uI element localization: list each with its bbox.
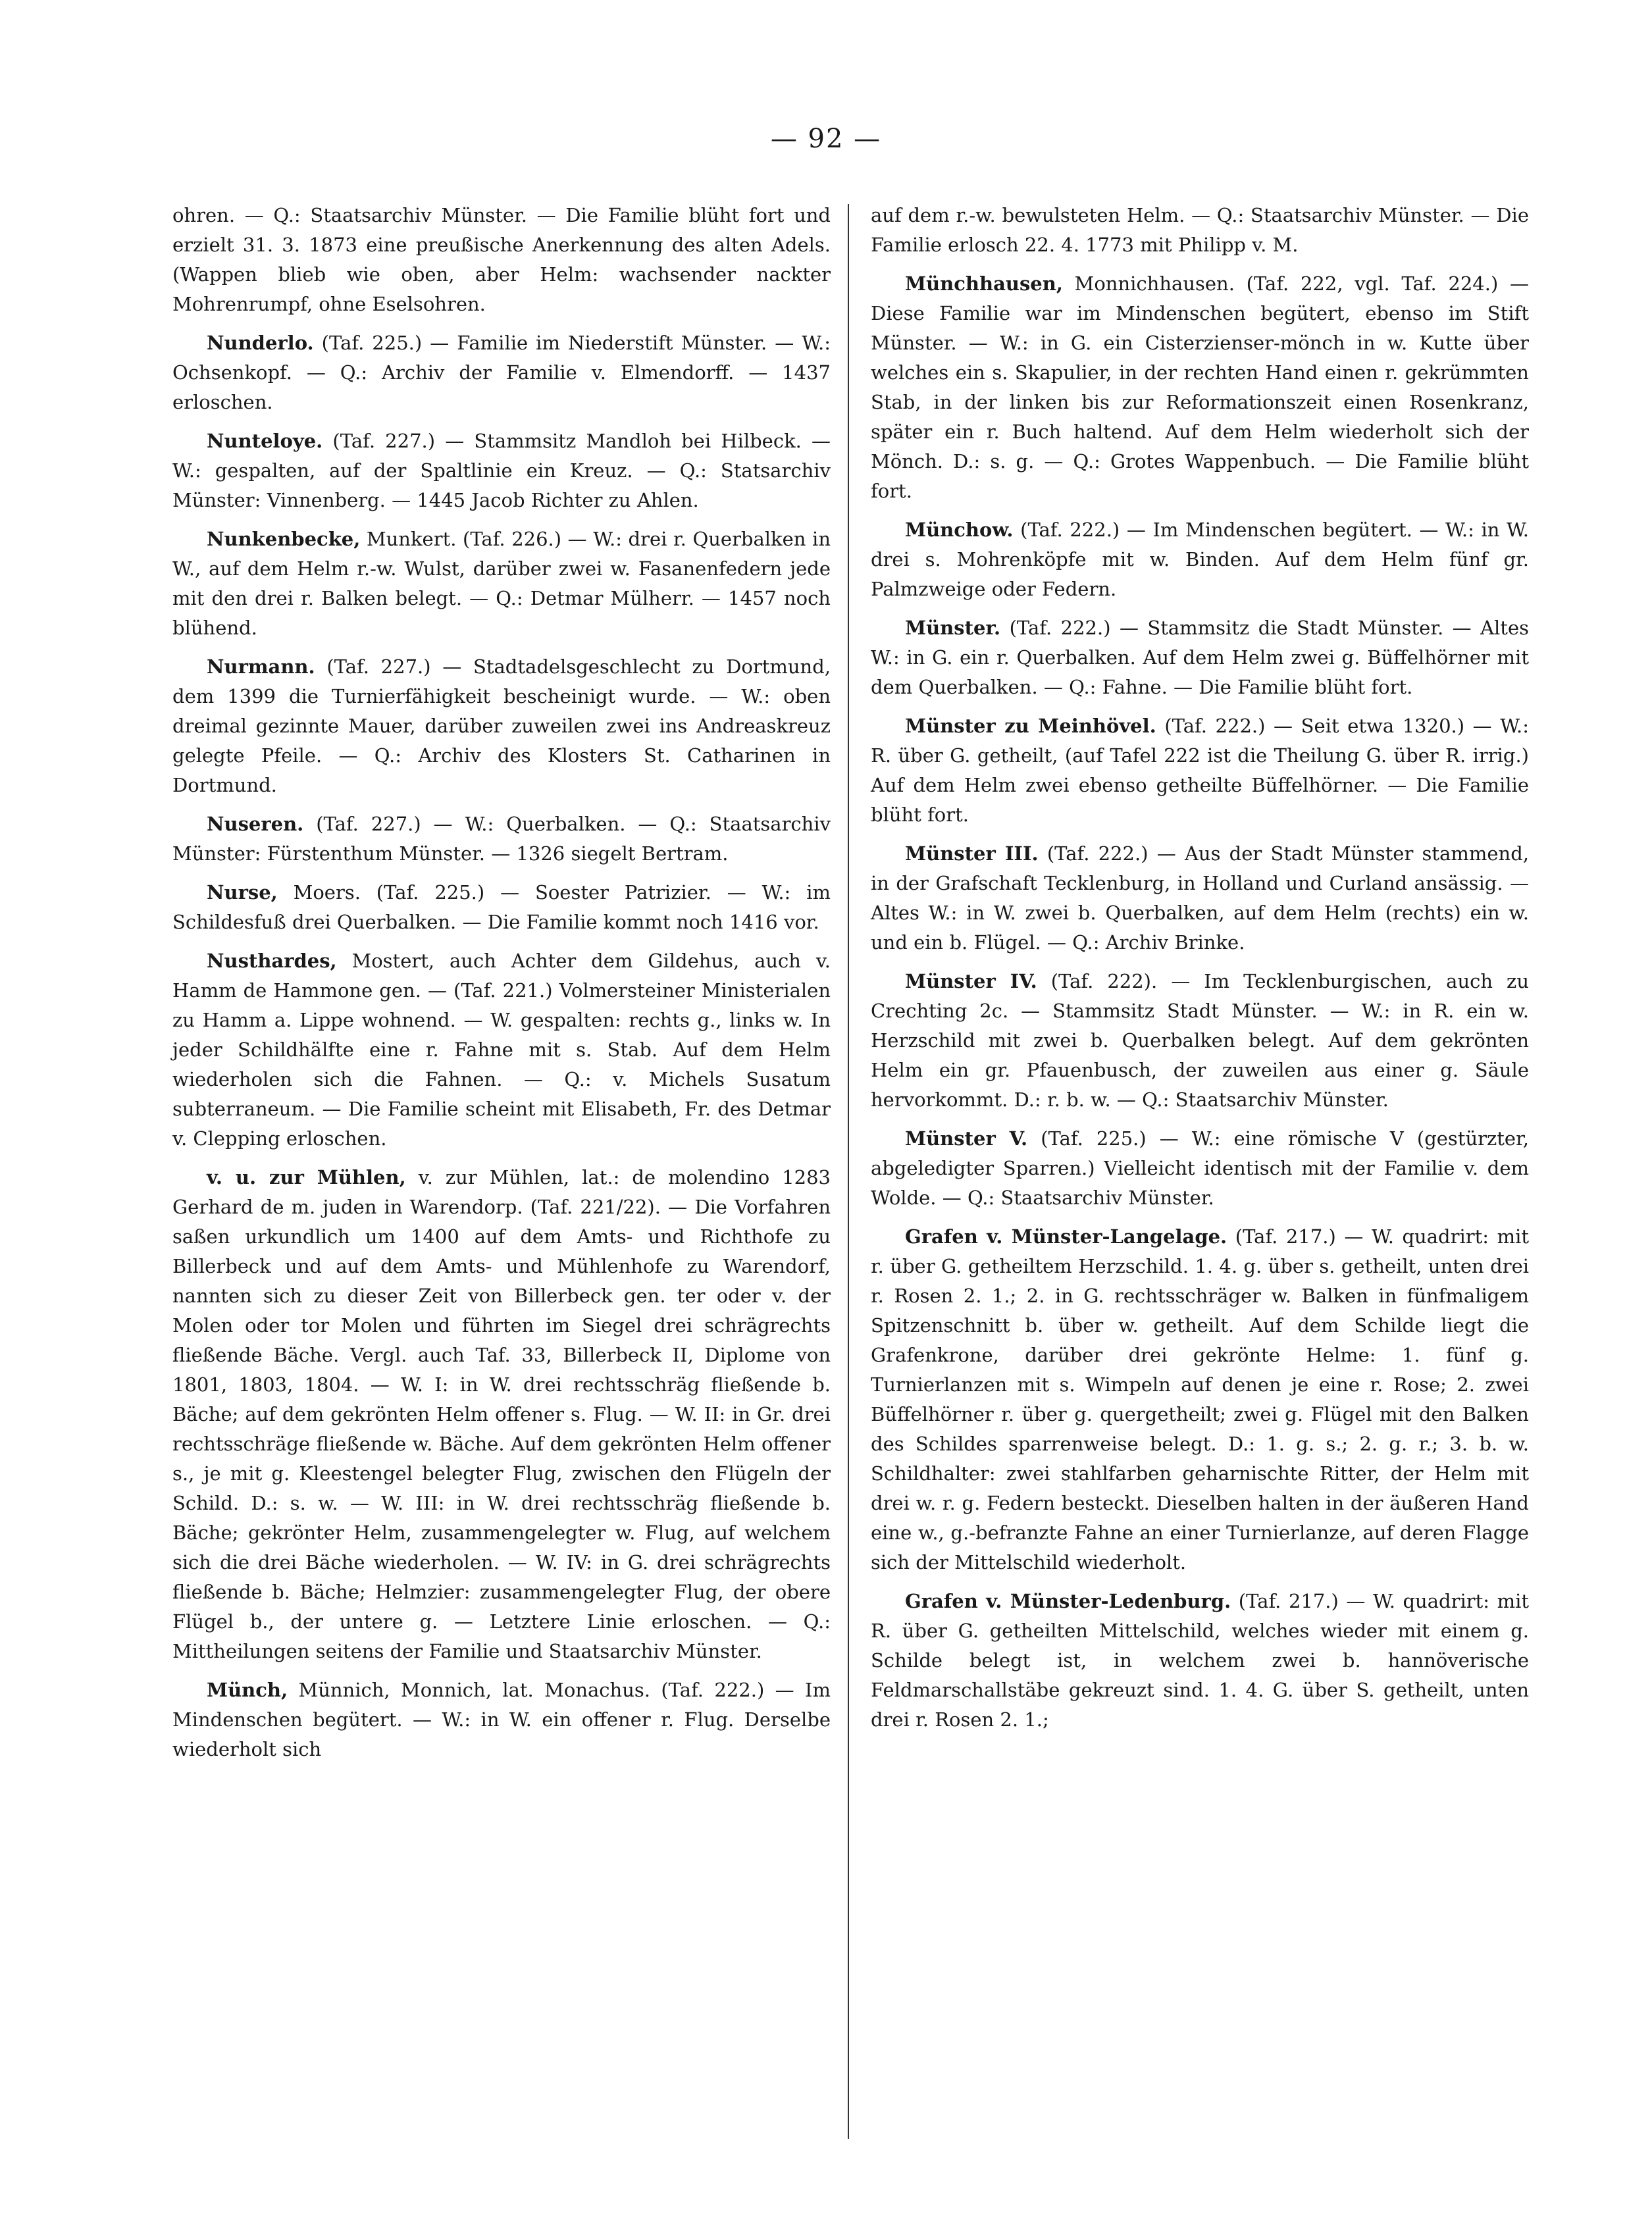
entry	[172, 809, 831, 869]
entry-text: v. zur Mühlen, lat.: de molendino 1283 Gerhard de m. juden in Warendorp. (Taf. 221/22). — Die Vorfahren saßen urkundlich um 1400 auf dem Amts- und Richthofe zu Billerbeck und auf dem Amts- und Mühlenhofe zu Warendorf, nannten sich zu dieser Zeit von Billerbeck gen. ter oder v. der Molen oder tor Molen und führten im Siegel drei schrägrechts fließende Bäche. Vergl. auch Taf. 33, Billerbeck II, Diplome von 1801, 1803, 1804. — W. I: in W. drei rechtsschräg fließende b. Bäche; auf dem gekrönten Helm offener s. Flug. — W. II: in Gr. drei rechtsschräge fließende w. Bäche. Auf dem gekrönten Helm offener s., je mit g. Kleestengel belegter Flug, zwischen den Flügeln der Schild. D.: s. w. — W. III: in W. drei rechtsschräg fließende b. Bäche; gekrönter Helm, zusammengelegter w. Flug, auf welchem sich die drei Bäche wiederholen. — W. IV: in G. drei schrägrechts fließende b. Bäche; Helmzier: zusammengelegter Flug, der obere Flügel b., der untere g. — Letztere Linie erloschen. — Q.: Mittheilungen seitens der Familie und Staatsarchiv Münster.	[172, 1166, 831, 1662]
entry-text: (Taf. 222). — Im Tecklenburgischen, auch zu Crechting 2c. — Stammsitz Stadt Münster. — W.: in R. ein w. Herzschild mit zwei b. Querbalken belegt. Auf dem gekrönten Helm ein gr. Pfauenbusch, der zuweilen aus einer g. Säule hervorkommt. D.: r. b. w. — Q.: Staatsarchiv Münster.	[871, 970, 1530, 1111]
entry-text: Münnich, Monnich, lat. Monachus. (Taf. 222.) — Im Mindenschen begütert. — W.: in W. ein offener r. Flug. Derselbe wiederholt sich	[172, 1679, 831, 1760]
entry	[871, 1124, 1529, 1213]
entry-heading: Münster III.	[905, 842, 1039, 865]
entry-text: (Taf. 225.) — W.: eine römische V (gestürzter, abgeledigter Sparren.) Vielleicht identisch mit der Familie v. dem Wolde. — Q.: Staatsarchiv Münster.	[871, 1127, 1529, 1209]
entry-text: (Taf. 222.) — Aus der Stadt Münster stammend, in der Grafschaft Tecklenburg, in Holland und Curland ansässig. — Altes W.: in W. zwei b. Querbalken, auf dem Helm (rechts) ein w. und ein b. Flügel. — Q.: Archiv Brinke.	[871, 842, 1529, 954]
entry-heading: Nunderlo.	[207, 332, 314, 354]
entry	[172, 652, 831, 800]
entry-heading: Münchow.	[905, 519, 1014, 541]
entry	[871, 515, 1529, 604]
entry	[172, 426, 831, 515]
entry-text: Munkert. (Taf. 226.) — W.: drei r. Querbalken in W., auf dem Helm r.-w. Wulst, darüber zwei w. Fasanenfedern jede mit den drei r. Balken belegt. — Q.: Detmar Mülherr. — 1457 noch blühend.	[172, 528, 831, 639]
entry-text: (Taf. 222.) — Seit etwa 1320.) — W.: R. über G. getheilt, (auf Tafel 222 ist die Theilung G. über R. irrig.) Auf dem Helm zwei ebenso getheilte Büffelhörner. — Die Familie blüht fort.	[871, 715, 1529, 826]
entry-heading: Münster.	[905, 617, 1001, 639]
entry	[172, 201, 831, 319]
entry-heading: Nunteloye.	[207, 430, 323, 452]
left-column	[172, 201, 831, 1774]
entry-text: Moers. (Taf. 225.) — Soester Patrizier. — W.: im Schildesfuß drei Querbalken. — Die Familie kommt noch 1416 vor.	[172, 881, 831, 933]
entry-heading: Münster zu Meinhövel.	[905, 715, 1156, 737]
entry	[172, 1163, 831, 1666]
entry-heading: Münchhausen,	[905, 272, 1063, 295]
entry	[871, 1587, 1529, 1735]
entry	[871, 269, 1529, 506]
entry	[172, 524, 831, 643]
entry-heading: v. u. zur Mühlen,	[207, 1166, 406, 1189]
entry	[871, 967, 1529, 1115]
entry-text: (Taf. 225.) — Familie im Niederstift Münster. — W.: Ochsenkopf. — Q.: Archiv der Familie v. Elmendorff. — 1437 erloschen.	[172, 332, 831, 413]
entry-text: (Taf. 222.) — Im Mindenschen begütert. — W.: in W. drei s. Mohrenköpfe mit w. Binden. Auf dem Helm fünf gr. Palmzweige oder Federn.	[871, 519, 1529, 600]
entry-text: (Taf. 217.) — W. quadrirt: mit r. über G. getheiltem Herzschild. 1. 4. g. über s. getheilt, unten drei r. Rosen 2. 1.; 2. in G. rechtsschräger w. Balken in fünfmaligem Spitzenschnitt b. über w. getheilt. Auf dem Schilde liegt die Grafenkrone, darüber drei gekrönte Helme: 1. fünf g. Turnierlanzen mit s. Wimpeln auf denen je eine r. Rose; 2. zwei Büffelhörner r. über g. quergetheilt; zwei g. Flügel mit den Balken des Schildes sparrenweise belegt. D.: 1. g. s.; 2. g. r.; 3. b. w. Schildhalter: zwei stahlfarben geharnischte Ritter, der Helm mit drei w. r. g. Federn besteckt. Dieselben halten in der äußeren Hand eine w., g.-befranzte Fahne an einer Turnierlanze, auf deren Flagge sich der Mittelschild wiederholt.	[871, 1225, 1530, 1573]
entry-text: Monnichhausen. (Taf. 222, vgl. Taf. 224.) — Diese Familie war im Mindenschen begütert, ebenso im Stift Münster. — W.: in G. ein Cisterzienser-mönch in w. Kutte über welches ein s. Skapulier, in der rechten Hand einen r. gekrümmten Stab, in der linken bis zur Reformationszeit einen Rosenkranz, später ein r. Buch haltend. Auf dem Helm wiederholt sich der Mönch. D.: s. g. — Q.: Grotes Wappenbuch. — Die Familie blüht fort.	[871, 272, 1530, 502]
entry-heading: Nusthardes,	[207, 950, 337, 972]
entry-text: Mostert, auch Achter dem Gildehus, auch v. Hamm de Hammone gen. — (Taf. 221.) Volmersteiner Ministerialen zu Hamm a. Lippe wohnend. — W. gespalten: rechts g., links w. In jeder Schildhälfte eine r. Fahne mit s. Stab. Auf dem Helm wiederholen sich die Fahnen. — Q.: v. Michels Susatum subterraneum. — Die Familie scheint mit Elisabeth, Fr. des Detmar v. Clepping erloschen.	[172, 950, 831, 1150]
column-divider	[848, 204, 849, 2139]
entry-text: (Taf. 227.) — Stammsitz Mandloh bei Hilbeck. — W.: gespalten, auf der Spaltlinie ein Kreuz. — Q.: Statsarchiv Münster: Vinnenberg. — 1445 Jacob Richter zu Ahlen.	[172, 430, 831, 511]
entry-text: (Taf. 222.) — Stammsitz die Stadt Münster. — Altes W.: in G. ein r. Querbalken. Auf dem Helm zwei g. Büffelhörner mit dem Querbalken. — Q.: Fahne. — Die Familie blüht fort.	[871, 617, 1530, 698]
entry-text: (Taf. 217.) — W. quadrirt: mit R. über G. getheilten Mittelschild, welches wieder mit einem g. Schilde belegt ist, in welchem zwei b. hannöverische Feldmarschallstäbe gekreuzt sind. 1. 4. G. über S. getheilt, unten drei r. Rosen 2. 1.;	[871, 1590, 1530, 1731]
entry-heading: Münster IV.	[905, 970, 1037, 992]
entry	[871, 711, 1529, 830]
entry-heading: Nurse,	[207, 881, 278, 904]
entry-heading: Nuseren.	[207, 813, 304, 835]
entry-text: ohren. — Q.: Staatsarchiv Münster. — Die Familie blüht fort und erzielt 31. 3. 1873 eine preußische Anerkennung des alten Adels. (Wappen blieb wie oben, aber Helm: wachsender nackter Mohrenrumpf, ohne Eselsohren.	[172, 204, 831, 315]
entry	[871, 1222, 1529, 1577]
entry	[871, 839, 1529, 958]
entry-heading: Grafen v. Münster-Langelage.	[905, 1225, 1227, 1248]
entry-text: (Taf. 227.) — W.: Querbalken. — Q.: Staatsarchiv Münster: Fürstenthum Münster. — 1326 siegelt Bertram.	[172, 813, 831, 865]
entry	[172, 328, 831, 417]
entry	[871, 201, 1529, 260]
entry-heading: Grafen v. Münster-Ledenburg.	[905, 1590, 1231, 1612]
entry-text: auf dem r.-w. bewulsteten Helm. — Q.: Staatsarchiv Münster. — Die Familie erlosch 22. 4. 1773 mit Philipp v. M.	[871, 204, 1529, 256]
entry	[871, 613, 1529, 702]
entry-heading: Nunkenbecke,	[207, 528, 361, 550]
entry-heading: Nurmann.	[207, 655, 315, 678]
entry-heading: Münster V.	[905, 1127, 1028, 1150]
entry-heading: Münch,	[207, 1679, 288, 1701]
right-column	[871, 201, 1529, 1744]
entry-text: (Taf. 227.) — Stadtadelsgeschlecht zu Dortmund, dem 1399 die Turnierfähigkeit bescheinigt wurde. — W.: oben dreimal gezinnte Mauer, darüber zuweilen zwei ins Andreaskreuz gelegte Pfeile. — Q.: Archiv des Klosters St. Catharinen in Dortmund.	[172, 655, 831, 796]
entry	[172, 1675, 831, 1764]
entry	[172, 878, 831, 937]
page-number: — 92 —	[770, 124, 882, 154]
entry	[172, 946, 831, 1154]
